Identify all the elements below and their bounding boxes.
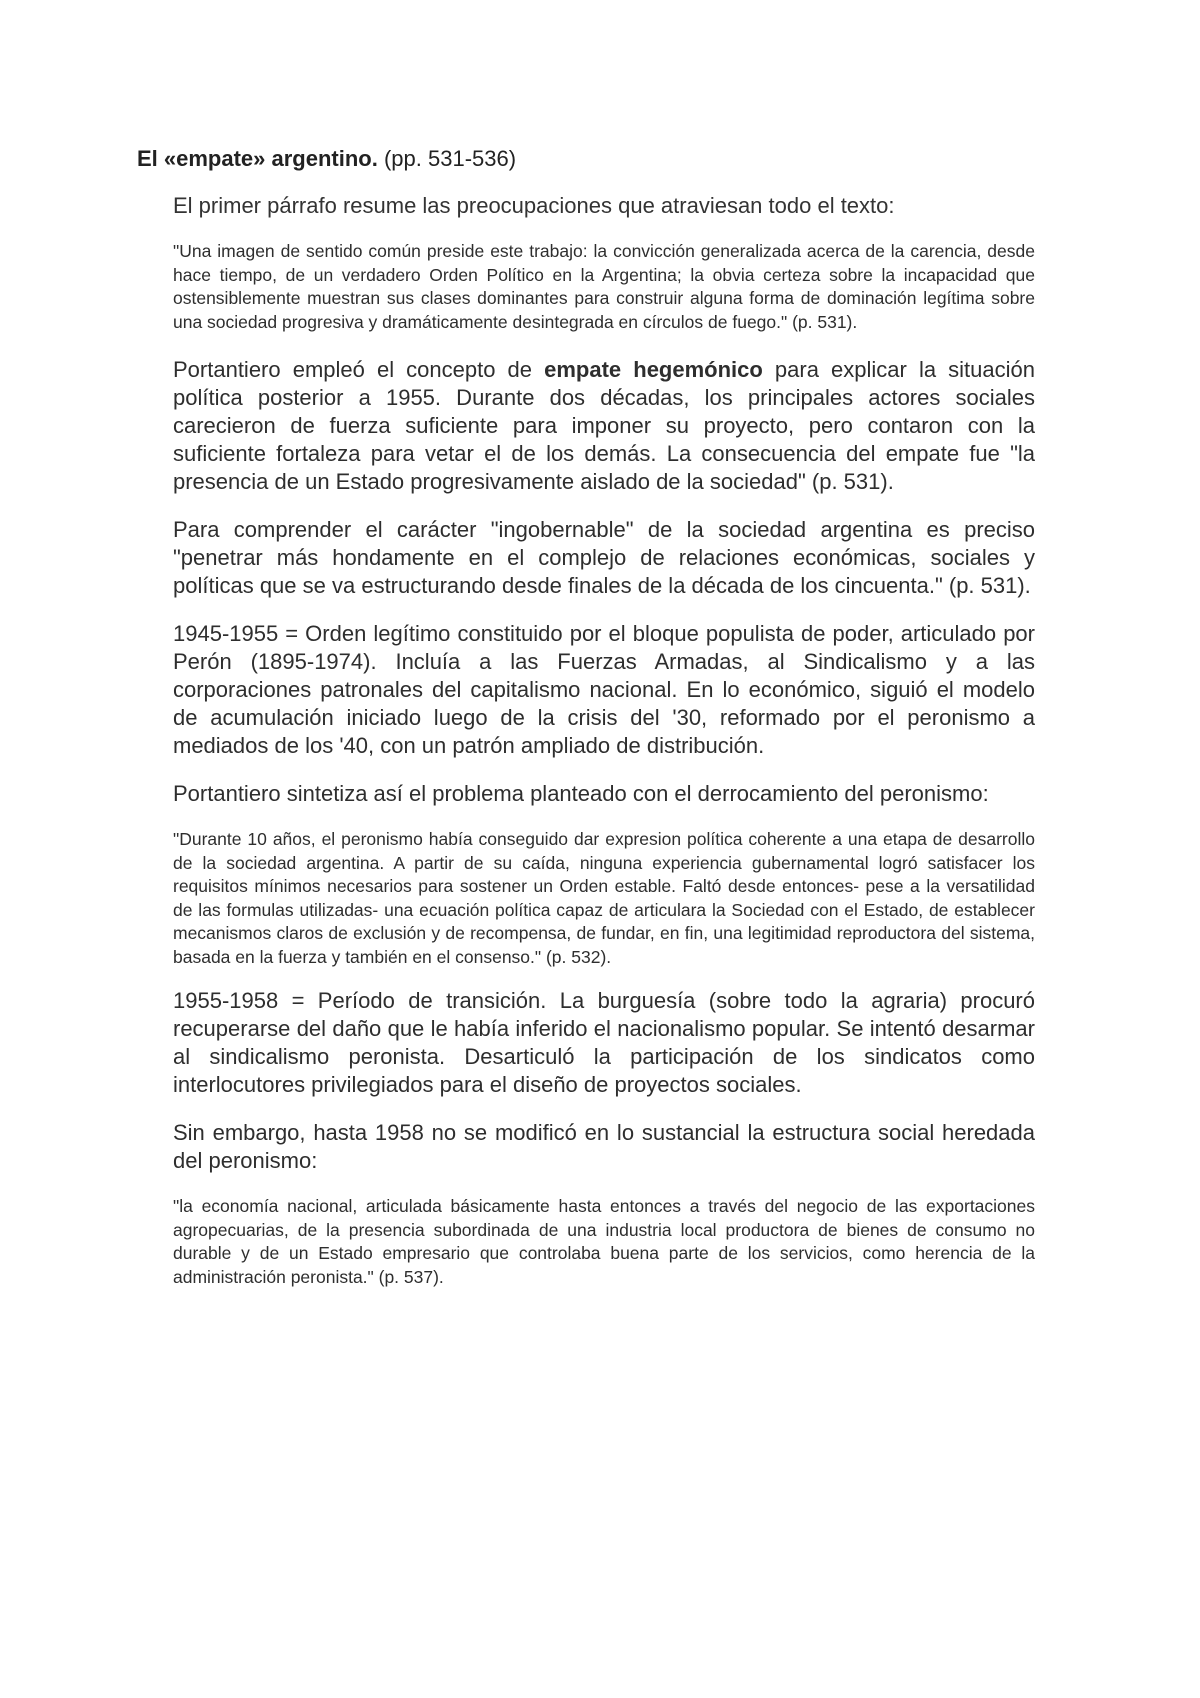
quote-paragraph-2: "Durante 10 años, el peronismo había conseguido dar expresion política coherente a una etapa de desarrollo de la sociedad argentina. A partir de su caída, ninguna experiencia gubernamental logró satisfacer los requisitos mínimos necesarios para sostener un Orden estable. Faltó desde entonces- pese a la versatilidad de las formulas utilizadas- una ecuación política capaz de articulara la Sociedad con el Estado, de establecer mecanismos claros de exclusión y de recompensa, de fundar, en fin, una legitimidad reproductora del sistema, basada en la fuerza y también en el consenso." (p. 532). bbox=[173, 829, 1035, 967]
synthesis-paragraph: Portantiero sintetiza así el problema planteado con el derrocamiento del peronismo: bbox=[173, 781, 989, 806]
period-1945-1955-paragraph: 1945-1955 = Orden legítimo constituido por el bloque populista de poder, articulado por Perón (1895-1974). Incluía a las Fuerzas Armadas, al Sindicalismo y a las corporaciones patronales del capitalismo nacional. En lo económico, siguió el modelo de acumulación iniciado luego de la crisis del '30, reformado por el peronismo a mediados de los '40, con un patrón ampliado de distribución. bbox=[173, 621, 1035, 758]
section-heading bbox=[137, 145, 1037, 173]
section-page-range: (pp. 531-536) bbox=[377, 146, 517, 171]
structure-paragraph: Sin embargo, hasta 1958 no se modificó en lo sustancial la estructura social heredada del peronismo: bbox=[173, 1120, 1035, 1173]
period-1955-1958-paragraph: 1955-1958 = Período de transición. La burguesía (sobre todo la agraria) procuró recuperarse del daño que le había inferido el nacionalismo popular. Se intentó desarmar al sindicalismo peronista. Desarticuló la participación de los sindicatos como interlocutores privilegiados para el diseño de proyectos sociales. bbox=[173, 988, 1035, 1097]
intro-paragraph: El primer párrafo resume las preocupaciones que atraviesan todo el texto: bbox=[173, 193, 895, 218]
empate-text-before: Portantiero empleó el concepto de bbox=[173, 357, 545, 382]
quote-paragraph-1: "Una imagen de sentido común preside este trabajo: la convicción generalizada acerca de la carencia, desde hace tiempo, de un verdadero Orden Político en la Argentina; la obvia certeza sobre la incapacidad que ostensiblemente muestran sus clases dominantes para construir alguna forma de dominación legítima sobre una sociedad progresiva y dramáticamente desintegrada en círculos de fuego." (p. 531). bbox=[173, 241, 1035, 332]
ingobernable-paragraph: Para comprender el carácter "ingobernable" de la sociedad argentina es preciso "penetrar más hondamente en el complejo de relaciones económicas, sociales y políticas que se va estructurando desde finales de la década de los cincuenta." (p. 531). bbox=[173, 517, 1035, 598]
quote-paragraph-3: "la economía nacional, articulada básicamente hasta entonces a través del negocio de las exportaciones agropecuarias, de la presencia subordinada de una industria local productora de bienes de consumo no durable y de un Estado empresario que controlaba buena parte de los servicios, como herencia de la administración peronista." (p. 537). bbox=[173, 1196, 1035, 1287]
empate-paragraph bbox=[173, 356, 1035, 496]
empate-text-after: para explicar la situación política posterior a 1955. Durante dos décadas, los principales actores sociales carecieron de fuerza suficiente para imponer su proyecto, pero contaron con la suficiente fortaleza para vetar el de los demás. La consecuencia del empate fue "la presencia de un Estado progresivamente aislado de la sociedad" (p. 531). bbox=[173, 357, 1035, 494]
empate-hegemonico-term: empate hegemónico bbox=[544, 357, 763, 382]
section-title: El «empate» argentino. bbox=[137, 146, 378, 171]
document-body bbox=[173, 192, 1035, 1309]
